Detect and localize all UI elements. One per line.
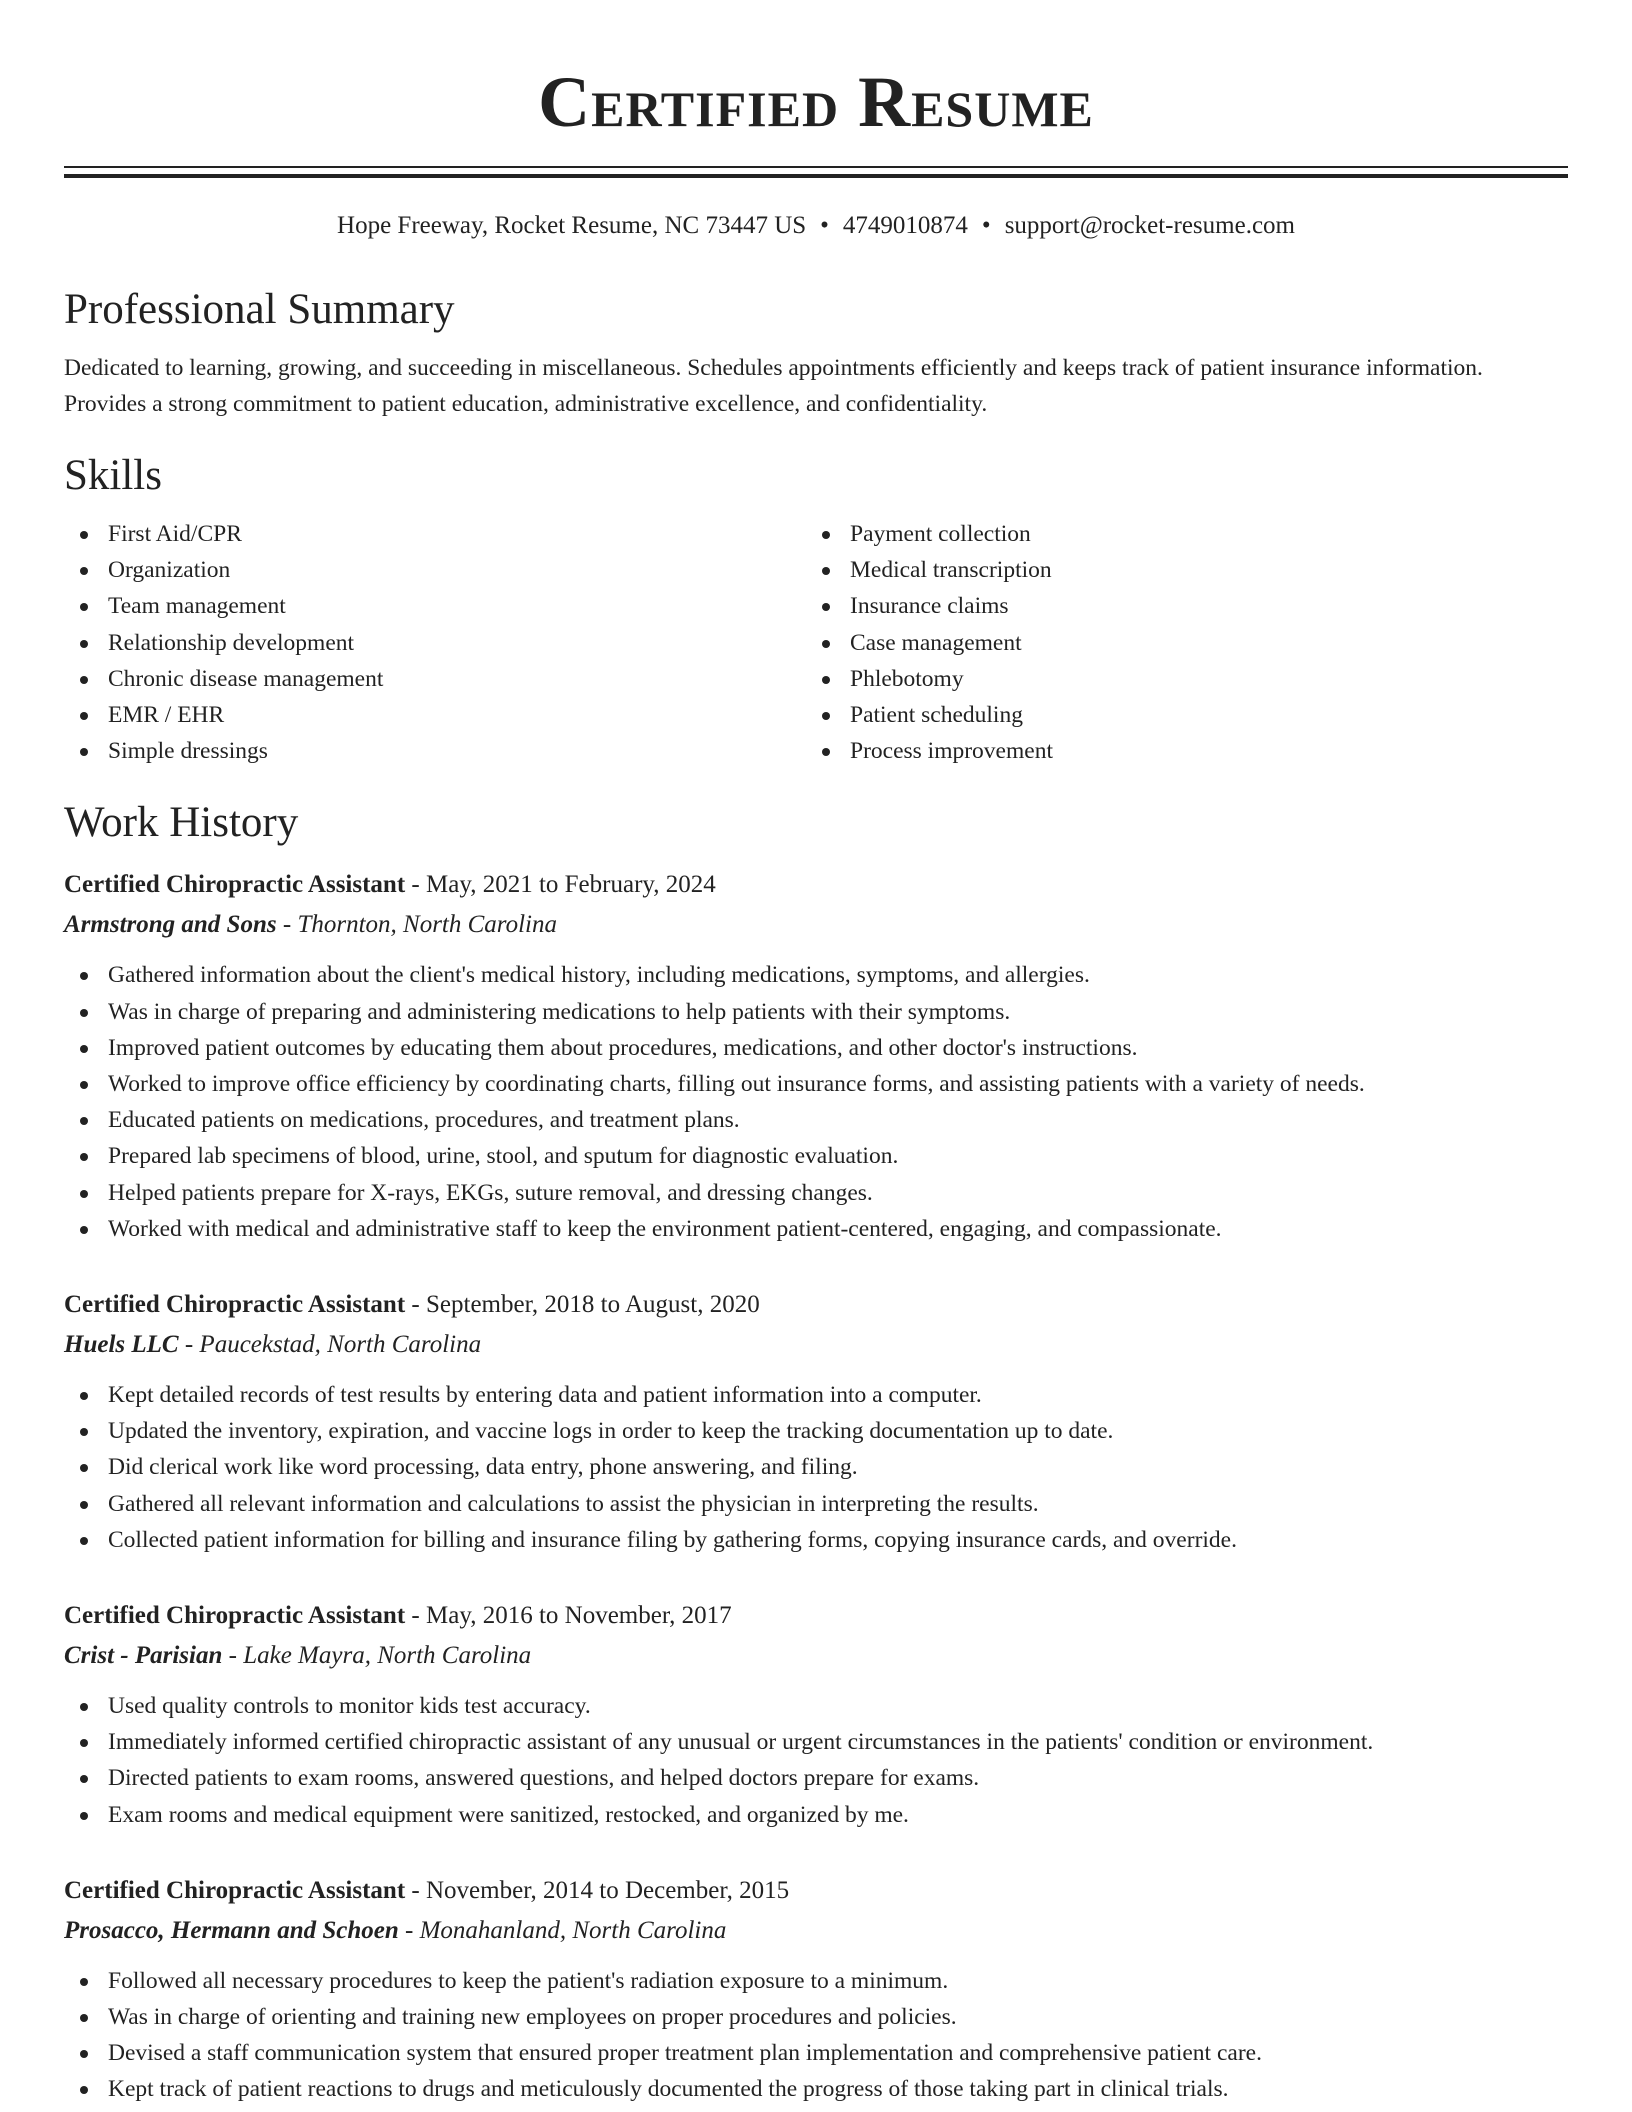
skills-columns — [64, 516, 1568, 769]
job-title-line: Certified Chiropractic Assistant - November, 2014 to December, 2015 — [64, 1876, 790, 1904]
job-entry — [64, 1287, 1568, 1558]
resume-page — [64, 0, 1568, 2108]
job-location: Monahanland, North Carolina — [419, 1916, 727, 1944]
resume-name-heading: Certified Resume — [538, 62, 1094, 142]
job-bullet: Prepared lab specimens of blood, urine, stool, and sputum for diagnostic evaluation. — [64, 1138, 1568, 1174]
skill-item: Organization — [64, 552, 806, 588]
job-bullet: Gathered information about the client's medical history, including medications, symptoms, and allergies. — [64, 957, 1568, 993]
job-title-line: Certified Chiropractic Assistant - May, 2016 to November, 2017 — [64, 1602, 732, 1630]
job-bullet: Directed patients to exam rooms, answered questions, and helped doctors prepare for exams. — [64, 1760, 1568, 1796]
job-bullet: Did clerical work like word processing, data entry, phone answering, and filing. — [64, 1449, 1568, 1485]
job-dates: November, 2014 to December, 2015 — [426, 1876, 790, 1904]
job-entry — [64, 1598, 1568, 1833]
job-location: Thornton, North Carolina — [297, 911, 557, 939]
skill-item: Team management — [64, 588, 806, 624]
job-bullet: Used quality controls to monitor kids test accuracy. — [64, 1688, 1568, 1724]
contact-separator: • — [981, 212, 991, 239]
skill-item: Simple dressings — [64, 733, 806, 769]
job-dates: May, 2021 to February, 2024 — [426, 871, 716, 899]
job-title: Certified Chiropractic Assistant — [64, 871, 406, 899]
job-bullet-list — [64, 957, 1568, 1247]
job-bullet-list — [64, 1963, 1568, 2108]
job-bullet: Was in charge of orienting and training new employees on proper procedures and policies. — [64, 1999, 1568, 2035]
summary-section-title: Professional Summary — [64, 286, 455, 333]
job-title-line: Certified Chiropractic Assistant - September, 2018 to August, 2020 — [64, 1291, 760, 1319]
job-bullet: Collected patient information for billing and insurance filing by gathering forms, copying insurance cards, and override. — [64, 1522, 1568, 1558]
skill-item: EMR / EHR — [64, 697, 806, 733]
contact-address: Hope Freeway, Rocket Resume, NC 73447 US — [337, 212, 807, 239]
job-bullet: Helped patients prepare for X-rays, EKGs, suture removal, and dressing changes. — [64, 1175, 1568, 1211]
job-employer: Prosacco, Hermann and Schoen — [64, 1916, 399, 1944]
job-bullet: Kept track of patient reactions to drugs and meticulously documented the progress of those taking part in clinical trials. — [64, 2071, 1568, 2107]
job-location: Lake Mayra, North Carolina — [243, 1642, 532, 1670]
job-title: Certified Chiropractic Assistant — [64, 1602, 406, 1630]
job-bullet: Improved patient outcomes by educating them about procedures, medications, and other doctor's instructions. — [64, 1030, 1568, 1066]
skill-item: Phlebotomy — [806, 661, 1548, 697]
skills-list-right — [806, 516, 1548, 769]
contact-email: support@rocket-resume.com — [1004, 212, 1295, 239]
job-dates: September, 2018 to August, 2020 — [426, 1291, 760, 1319]
summary-text: Dedicated to learning, growing, and succeeding in miscellaneous. Schedules appointments efficiently and keeps track of patient insurance information. Provides a strong commitment to patient education, administrative excellence, and confidentiality. — [64, 355, 1483, 417]
job-entry — [64, 867, 1568, 1247]
job-bullet-list — [64, 1688, 1568, 1833]
skills-list-left — [64, 516, 806, 769]
job-bullet: Devised a staff communication system that ensured proper treatment plan implementation and comprehensive patient care. — [64, 2035, 1568, 2071]
job-bullet: Updated the inventory, expiration, and vaccine logs in order to keep the tracking documentation up to date. — [64, 1413, 1568, 1449]
job-employer-line: Crist - Parisian - Lake Mayra, North Carolina — [64, 1642, 532, 1670]
work-history-section-title: Work History — [64, 799, 299, 847]
job-title: Certified Chiropractic Assistant — [64, 1291, 406, 1319]
skill-item: Medical transcription — [806, 552, 1548, 588]
skill-item: Patient scheduling — [806, 697, 1548, 733]
job-bullet: Worked to improve office efficiency by coordinating charts, filling out insurance forms, and assisting patients with a variety of needs. — [64, 1066, 1568, 1102]
job-location: Paucekstad, North Carolina — [199, 1331, 482, 1359]
skill-item: Insurance claims — [806, 588, 1548, 624]
skills-section-title: Skills — [64, 452, 162, 499]
job-bullet: Gathered all relevant information and calculations to assist the physician in interpreting the results. — [64, 1486, 1568, 1522]
job-bullet: Kept detailed records of test results by entering data and patient information into a computer. — [64, 1377, 1568, 1413]
contact-separator: • — [820, 212, 829, 239]
skill-item: Process improvement — [806, 733, 1548, 769]
job-bullet: Was in charge of preparing and administering medications to help patients with their symptoms. — [64, 994, 1568, 1030]
job-employer: Armstrong and Sons — [64, 911, 277, 939]
skill-item: First Aid/CPR — [64, 516, 806, 552]
job-employer: Crist - Parisian — [64, 1642, 223, 1670]
job-title-line: Certified Chiropractic Assistant - May, 2021 to February, 2024 — [64, 871, 716, 899]
job-bullet: Educated patients on medications, procedures, and treatment plans. — [64, 1102, 1568, 1138]
job-dates: May, 2016 to November, 2017 — [426, 1602, 732, 1630]
job-bullet: Worked with medical and administrative staff to keep the environment patient-centered, engaging, and compassionate. — [64, 1211, 1568, 1247]
job-entry — [64, 1873, 1568, 2108]
job-employer-line: Huels LLC - Paucekstad, North Carolina — [64, 1331, 482, 1359]
skill-item: Chronic disease management — [64, 661, 806, 697]
skill-item: Relationship development — [64, 625, 806, 661]
job-employer-line: Armstrong and Sons - Thornton, North Carolina — [64, 911, 557, 939]
skill-item: Payment collection — [806, 516, 1548, 552]
job-bullet-list — [64, 1377, 1568, 1558]
contact-line — [64, 210, 1568, 242]
header-divider-thin — [64, 166, 1568, 168]
job-employer: Huels LLC — [64, 1331, 179, 1359]
header-divider-thick — [64, 174, 1568, 178]
skill-item: Case management — [806, 625, 1548, 661]
job-bullet: Followed all necessary procedures to keep the patient's radiation exposure to a minimum. — [64, 1963, 1568, 1999]
job-employer-line: Prosacco, Hermann and Schoen - Monahanland, North Carolina — [64, 1916, 727, 1944]
job-bullet: Exam rooms and medical equipment were sanitized, restocked, and organized by me. — [64, 1797, 1568, 1833]
job-title: Certified Chiropractic Assistant — [64, 1876, 406, 1904]
contact-phone: 4749010874 — [842, 212, 968, 239]
job-bullet: Immediately informed certified chiropractic assistant of any unusual or urgent circumstances in the patients' condition or environment. — [64, 1724, 1568, 1760]
